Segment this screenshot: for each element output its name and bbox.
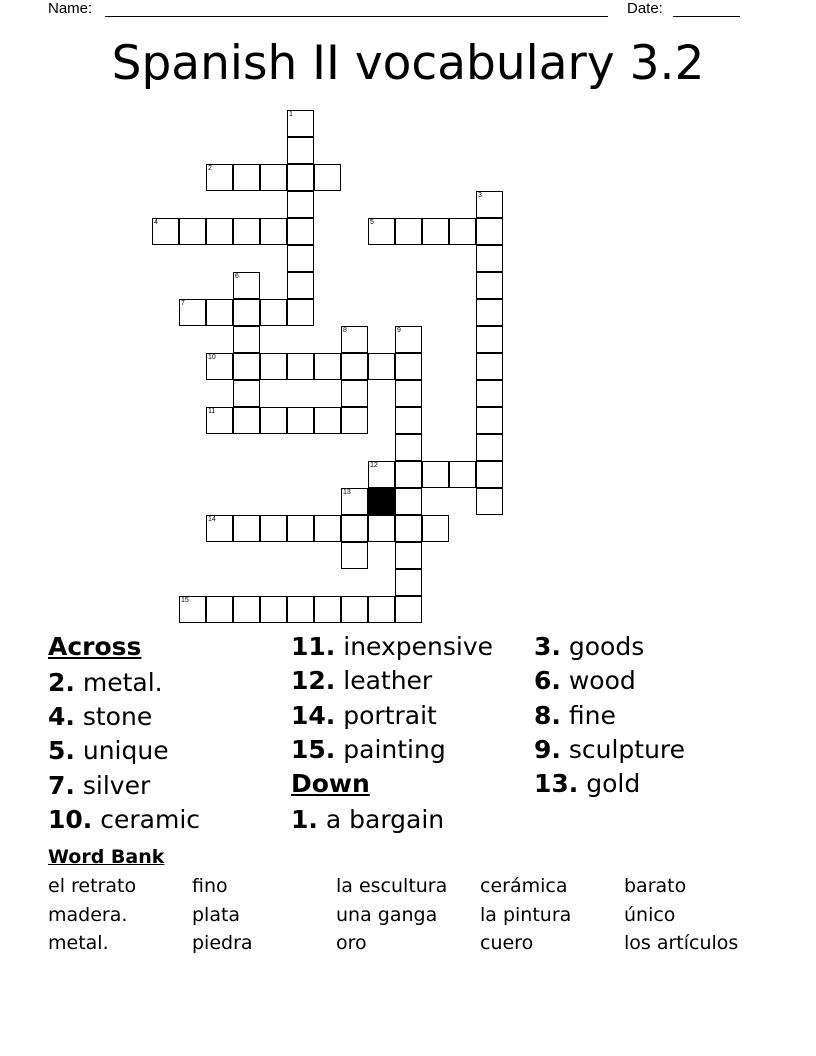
- grid-cell[interactable]: [395, 596, 422, 623]
- grid-cell[interactable]: [422, 218, 449, 245]
- grid-cell[interactable]: [260, 299, 287, 326]
- word-bank-item: cerámica: [480, 875, 568, 897]
- grid-cell[interactable]: [395, 515, 422, 542]
- grid-cell[interactable]: [395, 488, 422, 515]
- grid-cell[interactable]: [314, 515, 341, 542]
- grid-cell[interactable]: [206, 299, 233, 326]
- word-bank-item: piedra: [192, 932, 253, 954]
- grid-cell[interactable]: [260, 407, 287, 434]
- grid-cell[interactable]: [314, 353, 341, 380]
- grid-cell[interactable]: [233, 299, 260, 326]
- clue-number: 8: [343, 327, 347, 334]
- grid-cell[interactable]: [341, 515, 368, 542]
- grid-cell[interactable]: [341, 380, 368, 407]
- clue-number: 13: [343, 489, 351, 496]
- grid-cell[interactable]: [287, 164, 314, 191]
- grid-cell[interactable]: [287, 596, 314, 623]
- grid-cell[interactable]: [314, 164, 341, 191]
- clue-across-14: 14. portrait: [291, 701, 437, 730]
- word-bank-item: fino: [192, 875, 228, 897]
- grid-cell[interactable]: [287, 218, 314, 245]
- grid-cell[interactable]: [476, 218, 503, 245]
- word-bank-item: madera.: [48, 904, 128, 926]
- grid-cell[interactable]: [287, 245, 314, 272]
- clue-number: 4: [154, 219, 158, 226]
- word-bank-item: plata: [192, 904, 241, 926]
- grid-cell[interactable]: [476, 299, 503, 326]
- grid-cell[interactable]: [422, 461, 449, 488]
- word-bank-item: la pintura: [480, 904, 572, 926]
- clue-number: 1: [289, 111, 293, 118]
- clue-down-9: 9. sculpture: [534, 735, 686, 764]
- grid-cell[interactable]: [287, 407, 314, 434]
- grid-cell[interactable]: [395, 353, 422, 380]
- grid-cell[interactable]: [260, 164, 287, 191]
- grid-cell[interactable]: [395, 434, 422, 461]
- grid-cell[interactable]: [233, 596, 260, 623]
- clue-number: 5: [370, 219, 374, 226]
- clue-number: 7: [181, 300, 185, 307]
- clue-number: 14: [208, 516, 216, 523]
- word-bank-item: el retrato: [48, 875, 137, 897]
- grid-cell[interactable]: [449, 461, 476, 488]
- clue-number: 11: [208, 408, 216, 415]
- grid-cell[interactable]: [233, 353, 260, 380]
- clue-across-5: 5. unique: [48, 736, 169, 765]
- grid-cell[interactable]: [287, 272, 314, 299]
- grid-cell[interactable]: [260, 515, 287, 542]
- grid-cell[interactable]: [341, 353, 368, 380]
- grid-cell[interactable]: [476, 245, 503, 272]
- clue-across-7: 7. silver: [48, 771, 151, 800]
- grid-cell[interactable]: [314, 407, 341, 434]
- grid-cell[interactable]: [260, 218, 287, 245]
- clue-down-13: 13. gold: [534, 769, 641, 798]
- clue-number: 6: [235, 273, 239, 280]
- clue-across-15: 15. painting: [291, 735, 446, 764]
- grid-cell[interactable]: [395, 380, 422, 407]
- grid-cell[interactable]: [260, 596, 287, 623]
- clue-across-10: 10. ceramic: [48, 805, 201, 834]
- grid-cell[interactable]: [476, 461, 503, 488]
- grid-cell[interactable]: [476, 407, 503, 434]
- grid-cell[interactable]: [233, 326, 260, 353]
- clue-number: 15: [181, 597, 189, 604]
- grid-cell[interactable]: [476, 434, 503, 461]
- grid-cell[interactable]: [179, 218, 206, 245]
- word-bank-item: cuero: [480, 932, 534, 954]
- clue-down-1: 1. a bargain: [291, 805, 445, 834]
- black-cell: [368, 488, 395, 515]
- page-title: Spanish II vocabulary 3.2: [111, 36, 705, 91]
- grid-cell[interactable]: [287, 299, 314, 326]
- grid-cell[interactable]: [206, 596, 233, 623]
- grid-cell[interactable]: [287, 191, 314, 218]
- date-label: Date:: [627, 0, 663, 17]
- clue-number: 12: [370, 462, 378, 469]
- clue-across-12: 12. leather: [291, 666, 433, 695]
- name-label: Name:: [48, 0, 93, 17]
- grid-cell[interactable]: [341, 596, 368, 623]
- clue-across-11: 11. inexpensive: [291, 632, 494, 661]
- word-bank-item: la escultura: [336, 875, 448, 897]
- grid-cell[interactable]: [395, 569, 422, 596]
- clue-down-8: 8. fine: [534, 701, 616, 730]
- down-heading: Down: [291, 769, 370, 798]
- word-bank-item: metal.: [48, 932, 109, 954]
- word-bank-item: los artículos: [624, 932, 739, 954]
- grid-cell[interactable]: [476, 353, 503, 380]
- clue-number: 2: [208, 165, 212, 172]
- across-heading: Across: [48, 632, 142, 661]
- grid-cell[interactable]: [476, 272, 503, 299]
- grid-cell[interactable]: [395, 218, 422, 245]
- grid-cell[interactable]: [476, 380, 503, 407]
- clue-across-2: 2. metal.: [48, 668, 163, 697]
- grid-cell[interactable]: [395, 407, 422, 434]
- grid-cell[interactable]: [260, 353, 287, 380]
- word-bank-title: Word Bank: [48, 846, 165, 868]
- grid-cell[interactable]: [314, 596, 341, 623]
- grid-cell[interactable]: [422, 515, 449, 542]
- clue-number: 9: [397, 327, 401, 334]
- clue-down-6: 6. wood: [534, 666, 636, 695]
- grid-cell[interactable]: [368, 596, 395, 623]
- grid-cell[interactable]: [341, 542, 368, 569]
- word-bank-item: barato: [624, 875, 687, 897]
- clue-across-4: 4. stone: [48, 702, 153, 731]
- grid-cell[interactable]: [287, 515, 314, 542]
- grid-cell[interactable]: [233, 380, 260, 407]
- grid-cell[interactable]: [287, 137, 314, 164]
- grid-cell[interactable]: [476, 488, 503, 515]
- grid-cell[interactable]: [233, 515, 260, 542]
- grid-cell[interactable]: [233, 164, 260, 191]
- grid-cell[interactable]: [233, 218, 260, 245]
- clue-number: 3: [478, 192, 482, 199]
- word-bank-item: una ganga: [336, 904, 438, 926]
- grid-cell[interactable]: [449, 218, 476, 245]
- grid-cell[interactable]: [368, 353, 395, 380]
- grid-cell[interactable]: [233, 407, 260, 434]
- grid-cell[interactable]: [395, 542, 422, 569]
- grid-cell[interactable]: [368, 515, 395, 542]
- grid-cell[interactable]: [476, 326, 503, 353]
- grid-cell[interactable]: [287, 353, 314, 380]
- clue-number: 10: [208, 354, 216, 361]
- clue-down-3: 3. goods: [534, 632, 645, 661]
- grid-cell[interactable]: [206, 218, 233, 245]
- grid-cell[interactable]: [341, 407, 368, 434]
- word-bank-item: único: [624, 904, 676, 926]
- grid-cell[interactable]: [395, 461, 422, 488]
- word-bank-item: oro: [336, 932, 367, 954]
